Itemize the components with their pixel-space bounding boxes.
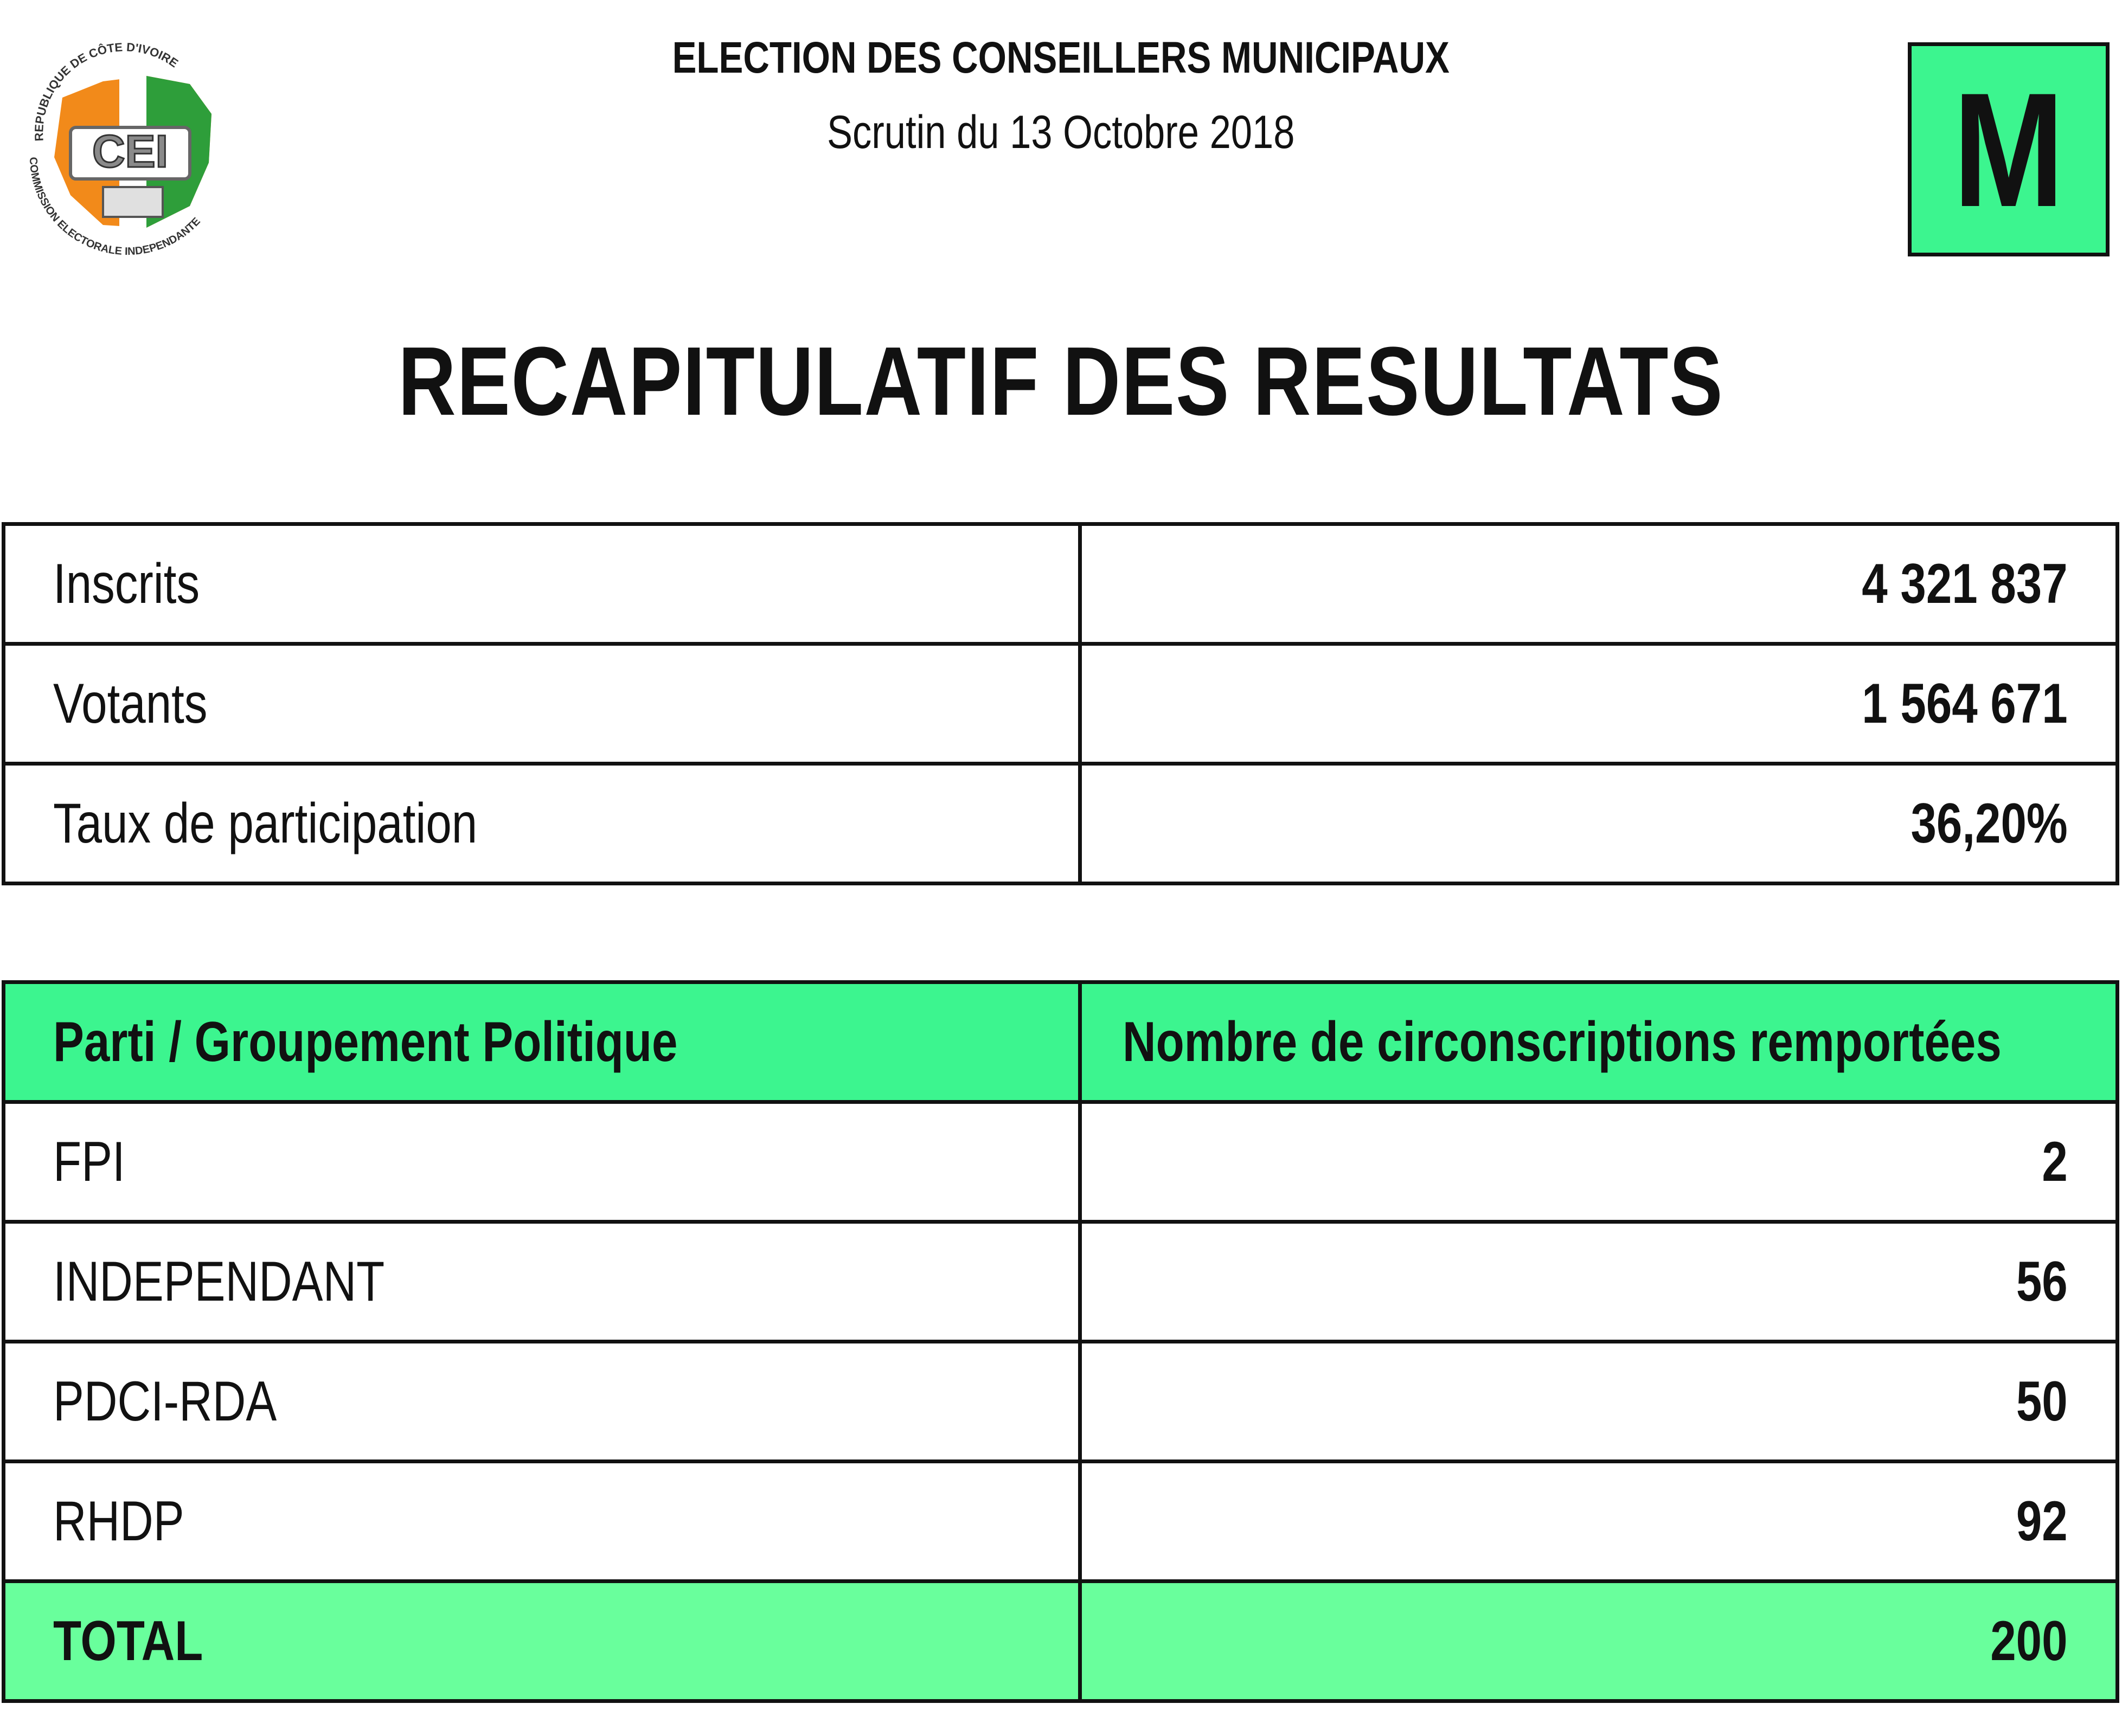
table-row — [4, 1342, 2118, 1462]
party-count: 92 — [2016, 1489, 2068, 1553]
party-name: PDCI-RDA — [53, 1369, 277, 1433]
summary-value: 36,20% — [1911, 792, 2068, 855]
column-header-count: Nombre de circonscriptions remportées — [1123, 1010, 2002, 1073]
badge-letter: M — [1953, 58, 2065, 241]
party-count: 50 — [2016, 1369, 2068, 1433]
total-row — [4, 1581, 2118, 1701]
party-name: INDEPENDANT — [53, 1250, 385, 1313]
logo-arc-top: REPUBLIQUE DE CÔTE D'IVOIRE — [32, 40, 181, 142]
summary-label: Votants — [53, 672, 208, 735]
table-row — [4, 1462, 2118, 1581]
page-title: RECAPITULATIF DES RESULTATS — [398, 327, 1724, 436]
summary-value: 4 321 837 — [1862, 552, 2068, 615]
summary-row-participation — [4, 764, 2118, 884]
summary-value: 1 564 671 — [1862, 672, 2068, 735]
table-row — [4, 1102, 2118, 1222]
results-header-row — [4, 982, 2118, 1102]
table-row — [4, 1222, 2118, 1342]
column-header-party: Parti / Groupement Politique — [53, 1010, 678, 1073]
party-count: 2 — [2042, 1130, 2068, 1193]
summary-label: Inscrits — [53, 552, 200, 615]
logo-letters: CEI — [92, 126, 169, 177]
election-type-badge — [1908, 42, 2110, 256]
document-subtitle: Scrutin du 13 Octobre 2018 — [826, 106, 1295, 158]
document-title: ELECTION DES CONSEILLERS MUNICIPAUX — [672, 33, 1450, 82]
summary-row-votants — [4, 644, 2118, 764]
results-table — [2, 980, 2119, 1703]
total-label: TOTAL — [53, 1609, 203, 1673]
party-name: RHDP — [53, 1489, 184, 1553]
summary-table — [2, 522, 2119, 885]
summary-label: Taux de participation — [53, 792, 478, 855]
total-value: 200 — [1990, 1609, 2068, 1673]
summary-row-inscrits — [4, 524, 2118, 644]
party-name: FPI — [53, 1130, 125, 1193]
logo-arc-bottom: COMMISSION ELECTORALE INDEPENDANTE — [27, 157, 203, 258]
party-count: 56 — [2016, 1250, 2068, 1313]
